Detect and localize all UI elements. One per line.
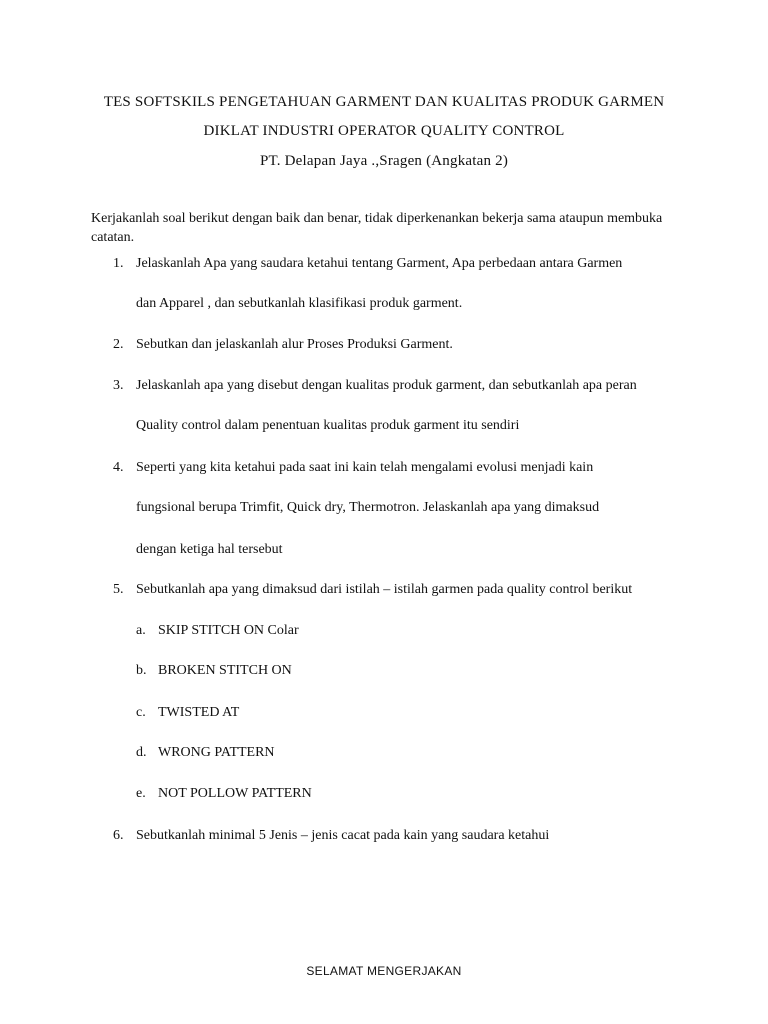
question-number: 2. bbox=[113, 337, 124, 352]
question-text-line: Sebutkan dan jelaskanlah alur Proses Produksi Garment. bbox=[136, 337, 453, 352]
question-text-line: Jelaskanlah apa yang disebut dengan kualitas produk garment, dan sebutkanlah apa peran bbox=[136, 378, 637, 393]
question-text-line: dengan ketiga hal tersebut bbox=[136, 542, 283, 557]
sub-item-letter: d. bbox=[136, 745, 147, 760]
question-text-line: Quality control dalam penentuan kualitas produk garment itu sendiri bbox=[136, 418, 520, 433]
sub-item-letter: e. bbox=[136, 786, 146, 801]
sub-item-text: WRONG PATTERN bbox=[158, 745, 275, 760]
question-text-line: Sebutkanlah minimal 5 Jenis – jenis cacat pada kain yang saudara ketahui bbox=[136, 828, 550, 843]
closing-message: SELAMAT MENGERJAKAN bbox=[306, 964, 462, 978]
question-text-line: Sebutkanlah apa yang dimaksud dari istilah – istilah garmen pada quality control berikut bbox=[136, 582, 633, 597]
question-number: 3. bbox=[113, 378, 124, 393]
sub-item-letter: c. bbox=[136, 705, 146, 720]
question-text-line: dan Apparel , dan sebutkanlah klasifikasi produk garment. bbox=[136, 296, 463, 311]
company-name: PT. Delapan Jaya .,Sragen (Angkatan 2) bbox=[259, 153, 509, 169]
question-number: 1. bbox=[113, 256, 124, 271]
sub-item-text: BROKEN STITCH ON bbox=[158, 663, 292, 678]
sub-item-letter: b. bbox=[136, 663, 147, 678]
question-number: 4. bbox=[113, 460, 124, 475]
question-text-line: fungsional berupa Trimfit, Quick dry, Thermotron. Jelaskanlah apa yang dimaksud bbox=[136, 500, 600, 515]
sub-item-text: TWISTED AT bbox=[158, 705, 240, 720]
question-text-line: Seperti yang kita ketahui pada saat ini kain telah mengalami evolusi menjadi kain bbox=[136, 460, 594, 475]
document-title: TES SOFTSKILS PENGETAHUAN GARMENT DAN KUALITAS PRODUK GARMEN bbox=[103, 94, 665, 110]
instructions-paragraph: Kerjakanlah soal berikut dengan baik dan benar, tidak diperkenankan bekerja sama ataupun membuka catatan. bbox=[91, 211, 663, 245]
question-text-line: Jelaskanlah Apa yang saudara ketahui tentang Garment, Apa perbedaan antara Garmen bbox=[136, 256, 623, 271]
sub-item-text: NOT POLLOW PATTERN bbox=[158, 786, 312, 801]
sub-item-text: SKIP STITCH ON Colar bbox=[158, 623, 299, 638]
question-number: 6. bbox=[113, 828, 124, 843]
document-subtitle: DIKLAT INDUSTRI OPERATOR QUALITY CONTROL bbox=[203, 123, 565, 139]
sub-item-letter: a. bbox=[136, 623, 146, 638]
question-number: 5. bbox=[113, 582, 124, 597]
